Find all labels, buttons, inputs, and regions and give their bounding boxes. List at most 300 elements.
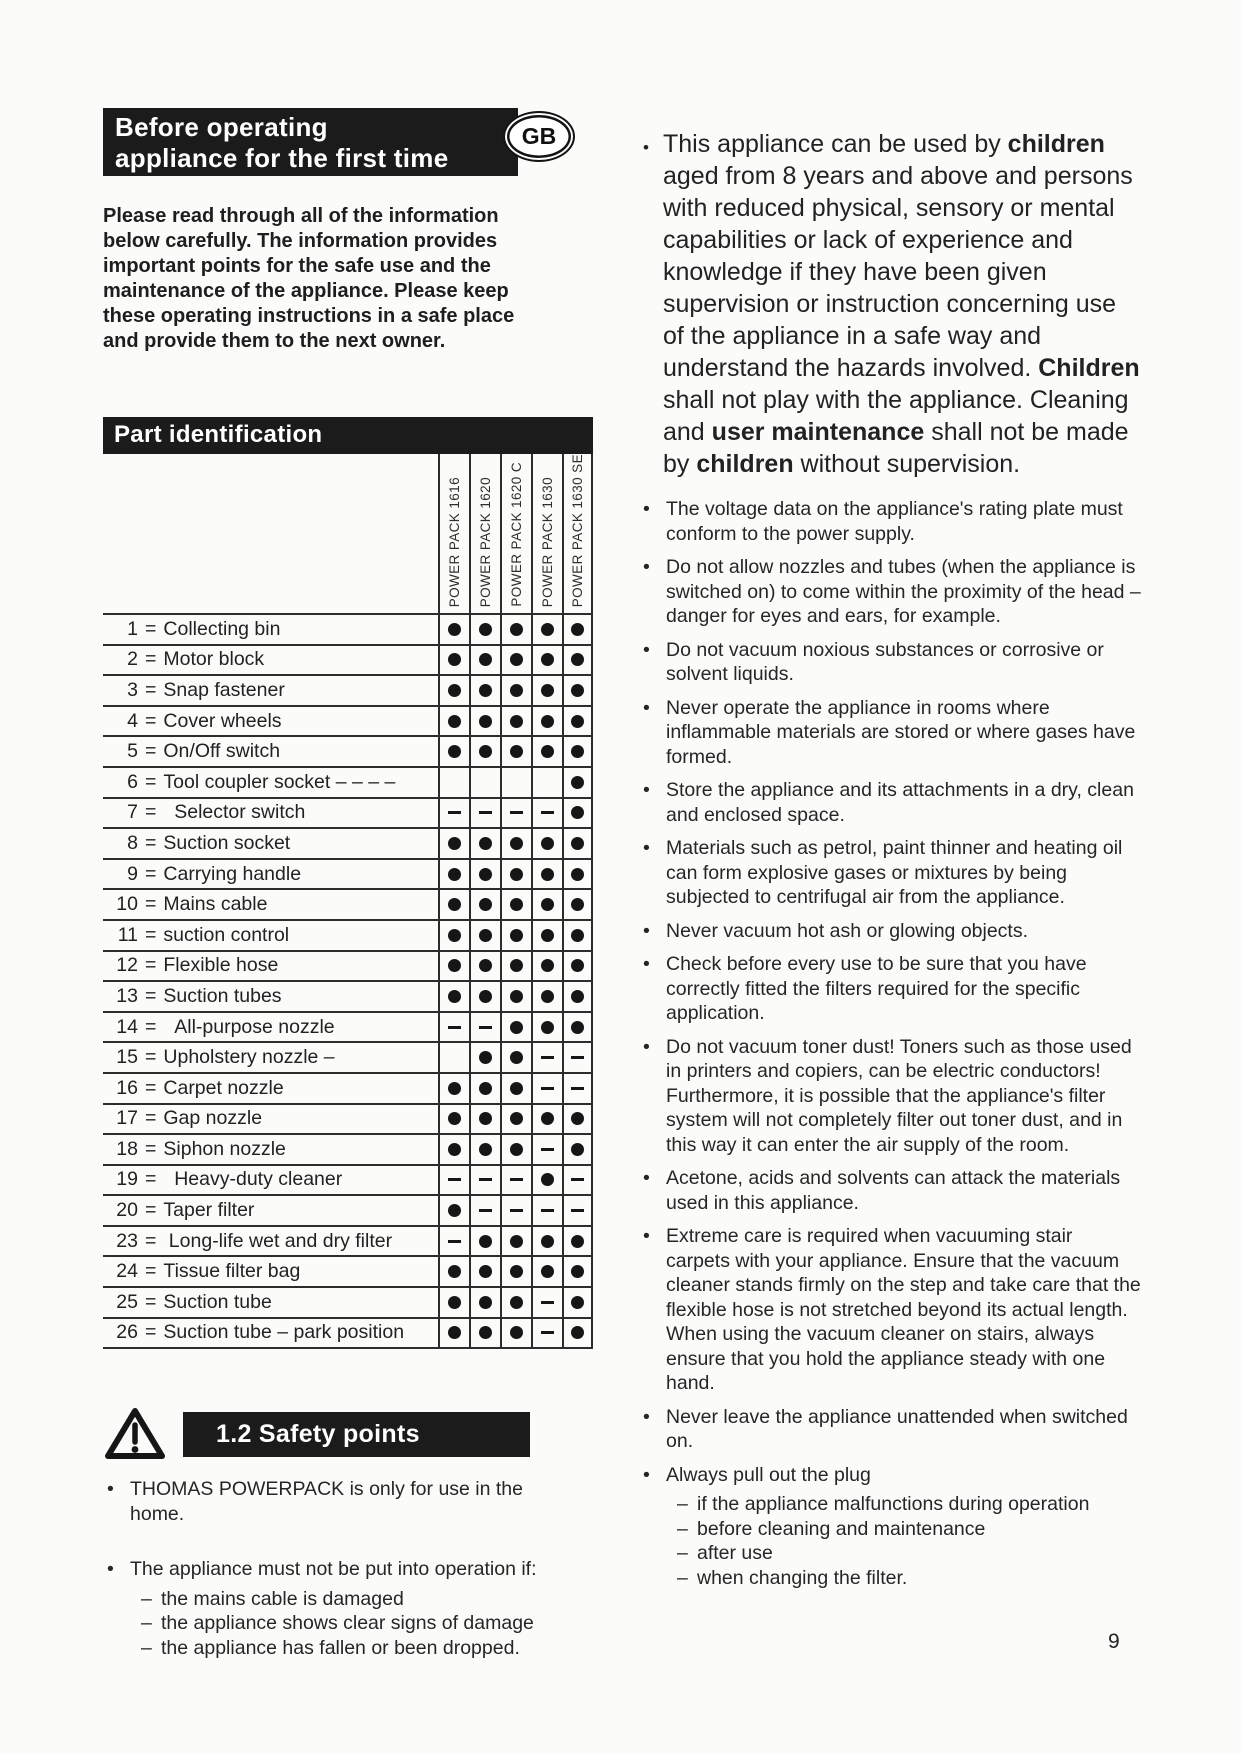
equals-sign: = [145, 1137, 157, 1160]
model-cell [438, 1288, 469, 1317]
part-name: Flexible hose [163, 954, 279, 977]
part-label [103, 1196, 438, 1225]
bullet-item [641, 1224, 1141, 1396]
dot-marker [571, 837, 584, 850]
bullet-text: Check before every use to be sure that you have correctly fitted the filters required for the specific application. [666, 953, 1087, 1024]
dot-marker [448, 715, 461, 728]
table-row [103, 735, 593, 766]
dot-marker [541, 745, 554, 758]
part-number: 10 [116, 893, 138, 916]
model-cell [562, 1319, 593, 1348]
bullet-marker: • [643, 1405, 650, 1428]
dot-marker [510, 684, 523, 697]
equals-sign: = [145, 984, 157, 1007]
model-column-label: POWER PACK 1630 SE [570, 453, 585, 607]
dot-marker [541, 1265, 554, 1278]
model-cell [562, 921, 593, 950]
dot-marker [571, 929, 584, 942]
part-label [103, 1013, 438, 1042]
dot-marker [448, 929, 461, 942]
part-number: 9 [127, 862, 138, 885]
dot-marker [510, 837, 523, 850]
model-cell [438, 982, 469, 1011]
model-cell [531, 890, 562, 919]
bullet-item [641, 1166, 1141, 1215]
dash-marker [541, 811, 554, 814]
model-cell [469, 1319, 500, 1348]
sub-item [677, 1517, 1141, 1542]
model-cell [469, 768, 500, 797]
part-identification-table [103, 454, 593, 1349]
dot-marker [541, 1235, 554, 1248]
dot-marker [448, 1204, 461, 1217]
sub-dash: – [677, 1493, 688, 1515]
part-number: 18 [116, 1137, 138, 1160]
model-cell [469, 676, 500, 705]
bullet-marker: • [643, 953, 650, 975]
dot-marker [479, 1143, 492, 1156]
bullet-item [641, 497, 1141, 546]
part-name: Long-life wet and dry filter [163, 1229, 393, 1252]
dot-marker [448, 868, 461, 881]
lead-segment: This appliance can be used by [663, 130, 1008, 158]
dot-marker [510, 898, 523, 911]
table-row [103, 705, 593, 736]
dot-marker [571, 990, 584, 1003]
dot-marker [541, 837, 554, 850]
part-number: 19 [116, 1168, 138, 1191]
part-name: Collecting bin [163, 617, 281, 640]
dash-marker [448, 811, 461, 814]
model-cell [500, 799, 531, 828]
table-row [103, 1317, 593, 1350]
bullet-marker: • [643, 498, 650, 520]
model-cell [531, 737, 562, 766]
language-badge [503, 111, 575, 162]
bullet-item [641, 778, 1141, 827]
part-label [103, 737, 438, 766]
model-column-header [531, 454, 562, 613]
model-cell [500, 646, 531, 675]
lead-segment: aged from 8 years and above and persons with reduced physical, sensory or mental capabilities or lack of experience and knowledge if they have been given supervision or instruction concerning use of the appliance in a safe way and understand the hazards involved. [663, 162, 1133, 382]
model-cell [500, 1227, 531, 1256]
dot-marker [479, 898, 492, 911]
model-cell [500, 1319, 531, 1348]
part-name: Heavy-duty cleaner [163, 1168, 343, 1191]
sub-item [677, 1492, 1141, 1517]
sub-item [141, 1636, 567, 1661]
model-cell [500, 890, 531, 919]
dot-marker [541, 929, 554, 942]
lead-bullet-text [663, 130, 1140, 478]
dot-marker [510, 745, 523, 758]
bullet-item [641, 555, 1141, 629]
model-cell [438, 737, 469, 766]
dot-marker [571, 776, 584, 789]
model-cell [531, 1288, 562, 1317]
equals-sign: = [145, 1260, 157, 1283]
model-cell [500, 982, 531, 1011]
model-cell [500, 829, 531, 858]
equals-sign: = [145, 1015, 157, 1038]
lead-segment: Children [1038, 354, 1140, 382]
dot-marker [448, 1296, 461, 1309]
model-cell [469, 829, 500, 858]
bullet-item [641, 836, 1141, 910]
lead-segment: children [696, 450, 794, 478]
model-cell [562, 1135, 593, 1164]
model-column-header [438, 454, 469, 613]
model-cell [500, 860, 531, 889]
model-cell [562, 615, 593, 644]
model-cell [562, 1288, 593, 1317]
part-number: 1 [127, 617, 138, 640]
model-cell [500, 676, 531, 705]
bullet-marker: • [643, 837, 650, 859]
bullet-text: Do not vacuum toner dust! Toners such as those used in printers and copiers, can be electric conductors! Furthermore, it is possible that the appliance's filter system will not completely filter out toner dust, and in this way it can enter the air supply of the room. [666, 1035, 1132, 1156]
part-number: 16 [116, 1076, 138, 1099]
model-cell [531, 1043, 562, 1072]
part-label [103, 1043, 438, 1072]
dot-marker [510, 1265, 523, 1278]
table-row [103, 1255, 593, 1286]
model-cell [469, 1227, 500, 1256]
model-cell [500, 1196, 531, 1225]
part-number: 23 [116, 1229, 138, 1252]
lead-segment: shall not be made by [663, 418, 1129, 478]
part-label [103, 615, 438, 644]
dot-marker [479, 868, 492, 881]
bullet-marker: • [643, 779, 650, 801]
dash-marker [541, 1087, 554, 1090]
sub-dash: – [677, 1517, 688, 1540]
model-cell [562, 646, 593, 675]
bullet-marker: • [643, 1463, 650, 1486]
model-cell [500, 1074, 531, 1103]
dot-marker [541, 959, 554, 972]
model-cell [500, 921, 531, 950]
table-row [103, 1133, 593, 1164]
model-cell [500, 952, 531, 981]
equals-sign: = [145, 1199, 157, 1222]
equals-sign: = [145, 648, 157, 671]
model-cell [562, 1043, 593, 1072]
model-cell [469, 646, 500, 675]
model-cell [438, 952, 469, 981]
part-label [103, 829, 438, 858]
part-name: Snap fastener [163, 678, 285, 701]
model-cell [438, 768, 469, 797]
model-cell [438, 707, 469, 736]
model-cell [531, 646, 562, 675]
dot-marker [479, 653, 492, 666]
model-cell [562, 799, 593, 828]
dot-marker [448, 623, 461, 636]
model-cell [531, 1196, 562, 1225]
dot-marker [571, 959, 584, 972]
part-label [103, 860, 438, 889]
model-cell [500, 1288, 531, 1317]
dash-marker [448, 1178, 461, 1181]
model-cell [562, 1013, 593, 1042]
dash-marker [571, 1056, 584, 1059]
dot-marker [479, 1051, 492, 1064]
part-name: Suction tube [163, 1290, 272, 1313]
dot-marker [510, 1082, 523, 1095]
dot-marker [448, 1082, 461, 1095]
safety-points-title: 1.2 Safety points [183, 1412, 530, 1457]
part-name: Suction tubes [163, 984, 282, 1007]
table-row [103, 888, 593, 919]
model-cell [562, 737, 593, 766]
equals-sign: = [145, 923, 157, 946]
model-cell [438, 921, 469, 950]
equals-sign: = [145, 617, 157, 640]
equals-sign: = [145, 1290, 157, 1313]
model-cell [438, 1135, 469, 1164]
dot-marker [510, 990, 523, 1003]
table-row [103, 919, 593, 950]
part-number: 17 [116, 1107, 138, 1130]
dash-marker [541, 1056, 554, 1059]
model-cell [469, 1013, 500, 1042]
part-number: 20 [116, 1199, 138, 1222]
dot-marker [571, 623, 584, 636]
bullet-text: Do not allow nozzles and tubes (when the appliance is switched on) to come within the proximity of the head – danger for eyes and ears, for example. [666, 556, 1141, 627]
table-row [103, 827, 593, 858]
model-cell [531, 676, 562, 705]
dot-marker [448, 1112, 461, 1125]
dot-marker [571, 715, 584, 728]
model-cell [562, 1105, 593, 1134]
sub-text: before cleaning and maintenance [697, 1517, 986, 1540]
dash-marker [479, 1209, 492, 1212]
table-row [103, 1194, 593, 1225]
dot-marker [479, 1082, 492, 1095]
dot-marker [479, 1326, 492, 1339]
dot-marker [510, 959, 523, 972]
bullet-item [641, 696, 1141, 770]
sub-item [677, 1541, 1141, 1566]
part-number: 13 [116, 984, 138, 1007]
model-cell [562, 676, 593, 705]
dash-marker [479, 811, 492, 814]
model-cell [469, 921, 500, 950]
bullet-item [105, 1557, 567, 1660]
part-label [103, 1319, 438, 1348]
part-label [103, 890, 438, 919]
model-cell [438, 1257, 469, 1286]
model-cell [562, 890, 593, 919]
dot-marker [510, 1296, 523, 1309]
warning-triangle-icon [103, 1406, 167, 1462]
equals-sign: = [145, 678, 157, 701]
model-cell [469, 1074, 500, 1103]
equals-sign: = [145, 709, 157, 732]
model-cell [531, 1074, 562, 1103]
dot-marker [510, 1326, 523, 1339]
bullet-text: The appliance must not be put into operation if: [130, 1558, 537, 1580]
dot-marker [479, 1296, 492, 1309]
part-name: Mains cable [163, 893, 268, 916]
sub-dash: – [141, 1612, 152, 1634]
bullet-marker: • [643, 696, 650, 719]
model-cell [469, 615, 500, 644]
part-label [103, 676, 438, 705]
sub-text: when changing the filter. [697, 1566, 908, 1589]
part-label [103, 921, 438, 950]
dash-marker [479, 1178, 492, 1181]
bullet-marker: • [643, 919, 650, 942]
sub-text: if the appliance malfunctions during operation [697, 1493, 1090, 1515]
model-cell [562, 707, 593, 736]
dot-marker [479, 1112, 492, 1125]
dot-marker [541, 990, 554, 1003]
dot-marker [541, 715, 554, 728]
sub-text: the appliance shows clear signs of damage [161, 1612, 534, 1634]
part-label [103, 982, 438, 1011]
part-number: 4 [127, 709, 138, 732]
part-number: 6 [127, 770, 138, 793]
dash-marker [571, 1209, 584, 1212]
dash-marker [571, 1087, 584, 1090]
model-cell [500, 707, 531, 736]
bullet-item [641, 1035, 1141, 1158]
model-cell [531, 921, 562, 950]
part-name: Carrying handle [163, 862, 302, 885]
model-column-header [469, 454, 500, 613]
safety-notes-column [641, 128, 1141, 1599]
dash-marker [448, 1240, 461, 1243]
dash-marker [479, 1026, 492, 1029]
model-cell [562, 1166, 593, 1195]
model-cell [562, 982, 593, 1011]
dot-marker [541, 623, 554, 636]
part-number: 8 [127, 831, 138, 854]
model-cell [438, 1013, 469, 1042]
model-cell [469, 737, 500, 766]
table-row [103, 1041, 593, 1072]
model-cell [500, 737, 531, 766]
part-number: 11 [117, 923, 138, 946]
dash-marker [541, 1331, 554, 1334]
dot-marker [510, 623, 523, 636]
model-cell [469, 952, 500, 981]
table-row [103, 1286, 593, 1317]
model-cell [438, 646, 469, 675]
part-table-body [103, 613, 593, 1349]
part-label [103, 1135, 438, 1164]
bullet-text: Never vacuum hot ash or glowing objects. [666, 919, 1029, 942]
model-cell [531, 952, 562, 981]
part-name: Suction tube – park position [163, 1321, 405, 1344]
equals-sign: = [145, 740, 157, 763]
model-cell [438, 1166, 469, 1195]
part-name: All-purpose nozzle [163, 1015, 335, 1038]
bullet-text: Materials such as petrol, paint thinner and heating oil can form explosive gases or mixtures by being subjected to centrifugal air from the appliance. [666, 837, 1123, 908]
dot-marker [479, 1265, 492, 1278]
model-cell [438, 1105, 469, 1134]
right-bullet-list [641, 497, 1141, 1590]
part-label [103, 1288, 438, 1317]
dot-marker [448, 959, 461, 972]
dot-marker [541, 868, 554, 881]
dot-marker [571, 1112, 584, 1125]
part-number: 12 [116, 954, 138, 977]
lead-segment: user maintenance [711, 418, 925, 446]
sub-item [677, 1566, 1141, 1591]
model-cell [438, 799, 469, 828]
part-number: 3 [127, 678, 138, 701]
equals-sign: = [145, 770, 157, 793]
sub-item [141, 1587, 567, 1612]
equals-sign: = [145, 893, 157, 916]
model-cell [500, 1013, 531, 1042]
table-row [103, 1103, 593, 1134]
model-cell [438, 1227, 469, 1256]
safety-section-header [103, 1406, 530, 1462]
part-name: Tool coupler socket – – – – [163, 770, 396, 793]
model-cell [438, 676, 469, 705]
model-cell [469, 982, 500, 1011]
model-cell [531, 829, 562, 858]
dot-marker [541, 898, 554, 911]
table-row [103, 950, 593, 981]
part-name: On/Off switch [163, 740, 281, 763]
dash-marker [510, 1209, 523, 1212]
part-number: 25 [116, 1290, 138, 1313]
bullet-text: Extreme care is required when vacuuming stair carpets with your appliance. Ensure that the vacuum cleaner stands firmly on the step and take care that the flexible hose is not stretched beyond its actual length. When using the vacuum cleaner on stairs, always ensure that you hold the appliance steady with one hand. [666, 1225, 1141, 1394]
dot-marker [571, 1235, 584, 1248]
part-name: Carpet nozzle [163, 1076, 284, 1099]
model-cell [562, 860, 593, 889]
table-row [103, 1011, 593, 1042]
dash-marker [571, 1178, 584, 1181]
part-name: Motor block [163, 648, 265, 671]
dot-marker [479, 929, 492, 942]
model-cell [438, 1043, 469, 1072]
model-cell [469, 1196, 500, 1225]
model-cell [500, 1135, 531, 1164]
bullet-text: Do not vacuum noxious substances or corrosive or solvent liquids. [666, 638, 1104, 685]
dot-marker [541, 653, 554, 666]
part-name: Gap nozzle [163, 1107, 263, 1130]
part-label [103, 1166, 438, 1195]
lead-bullet [641, 128, 1141, 480]
bullet-text: Acetone, acids and solvents can attack the materials used in this appliance. [666, 1167, 1121, 1214]
dash-marker [541, 1209, 554, 1212]
equals-sign: = [145, 1046, 157, 1069]
bullet-text: Never operate the appliance in rooms where inflammable materials are stored or where gases have formed. [666, 696, 1136, 768]
dot-marker [541, 1112, 554, 1125]
model-cell [562, 1196, 593, 1225]
model-cell [531, 982, 562, 1011]
model-cell [531, 1319, 562, 1348]
model-cell [469, 860, 500, 889]
table-row [103, 1072, 593, 1103]
dot-marker [448, 684, 461, 697]
model-column-label: POWER PACK 1620 C [509, 462, 524, 607]
model-cell [531, 1227, 562, 1256]
part-number: 24 [116, 1260, 138, 1283]
dot-marker [510, 715, 523, 728]
model-cell [438, 890, 469, 919]
model-cell [531, 1013, 562, 1042]
part-name: Siphon nozzle [163, 1137, 286, 1160]
dot-marker [571, 684, 584, 697]
bullet-item [641, 952, 1141, 1026]
bullet-text: THOMAS POWERPACK is only for use in the home. [130, 1478, 523, 1525]
